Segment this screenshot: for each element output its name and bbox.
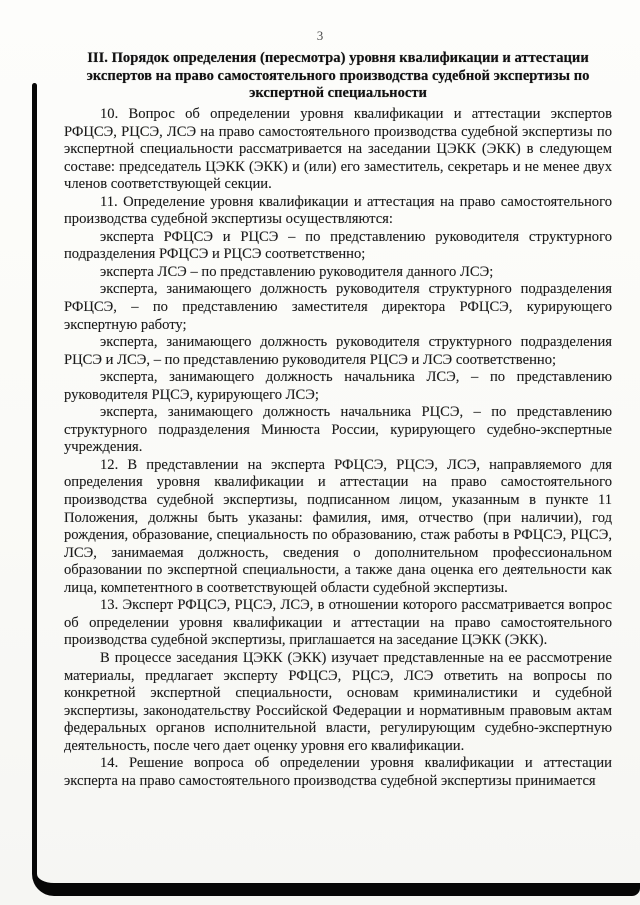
paragraph-11-intro: 11. Определение уровня квалификации и аттестация на право самостоятельного производства судебной экспертизы осуществляются: (64, 193, 612, 228)
paragraph-11-item-5: эксперта, занимающего должность начальника ЛСЭ, – по представлению руководителя РЦСЭ, курирующего ЛСЭ; (64, 369, 612, 403)
page-number: 3 (316, 28, 324, 43)
paragraph-12: 12. В представлении на эксперта РФЦСЭ, РЦСЭ, ЛСЭ, направляемого для определения уровня квалификации и аттестации на право самостоятельного производства судебной экспертизы, подписанном лицом, указанным в пункте 11 Положения, должны быть указаны: фамилия, имя, отчество (при наличии), год рождения, образование, специальность по образованию, стаж работы в РФЦСЭ, РЦСЭ, ЛСЭ, занимаемая должность, сведения о дополнительном профессиональном образовании по экспертной специальности, а также дана оценка его деятельности как лица, компетентного в соответствующей области судебной экспертизы. (64, 456, 612, 596)
paragraph-10: 10. Вопрос об определении уровня квалификации и аттестации экспертов РФЦСЭ, РЦСЭ, ЛСЭ на право самостоятельного производства судебной экспертизы по экспертной специальности рассматривается на заседании ЦЭКК (ЭКК) в следующем составе: председатель ЦЭКК (ЭКК) и (или) его заместитель, секретарь и не менее двух членов соответствующей секции. (64, 106, 612, 193)
paragraph-11-item-6: эксперта, занимающего должность начальника РЦСЭ, – по представлению структурного подразделения Минюста России, курирующего судебно-экспертные учреждения. (64, 404, 612, 456)
paragraph-11-item-1: эксперта РФЦСЭ и РЦСЭ – по представлению руководителя структурного подразделения РФЦСЭ и РЦСЭ соответственно; (64, 228, 612, 263)
section-heading: III. Порядок определения (пересмотра) уровня квалификации и аттестации экспертов на право самостоятельного производства судебной экспертизы по экспертной специальности (86, 50, 590, 102)
paragraph-11-item-4: эксперта, занимающего должность руководителя структурного подразделения РЦСЭ и ЛСЭ, – по представлению руководителя РЦСЭ и ЛСЭ соответственно; (64, 334, 612, 368)
paragraph-14: 14. Решение вопроса об определении уровня квалификации и аттестации эксперта на право самостоятельного производства судебной экспертизы принимается (64, 755, 612, 789)
document-body (64, 106, 612, 790)
paragraph-11-item-3: эксперта, занимающего должность руководителя структурного подразделения РФЦСЭ, – по представлению заместителя директора РФЦСЭ, курирующего экспертную работу; (64, 281, 612, 333)
paragraph-11-item-2: эксперта ЛСЭ – по представлению руководителя данного ЛСЭ; (100, 263, 494, 280)
paragraph-13: 13. Эксперт РФЦСЭ, РЦСЭ, ЛСЭ, в отношении которого рассматривается вопрос об определении уровня квалификации и аттестации на право самостоятельного производства судебной экспертизы, приглашается на заседание ЦЭКК (ЭКК). (64, 597, 612, 649)
paragraph-13-continuation: В процессе заседания ЦЭКК (ЭКК) изучает представленные на ее рассмотрение материалы, предлагает эксперту РФЦСЭ, РЦСЭ, ЛСЭ ответить на вопросы по конкретной экспертной специальности, основам криминалистики и судебной экспертизы, законодательству Российской Федерации и нормативным правовым актам федеральных органов исполнительной власти, регулирующим судебно-экспертную деятельность, после чего дает оценку уровня его квалификации. (64, 649, 612, 754)
